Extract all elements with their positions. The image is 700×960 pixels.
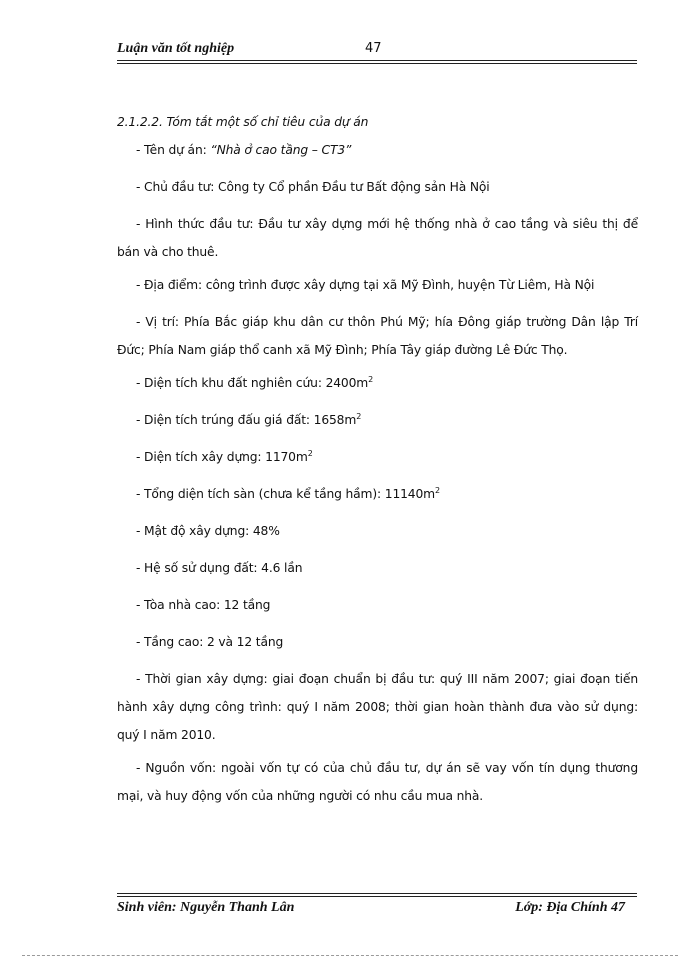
auction-area-text: - Diện tích trúng đấu giá đất: 1658m: [136, 413, 357, 427]
superscript: 2: [356, 411, 362, 421]
item-project-name: [117, 140, 638, 177]
item-floor-area: [117, 484, 638, 521]
project-name-value: “Nhà ở cao tầng – CT3”: [210, 143, 352, 157]
header-divider: [117, 60, 637, 64]
project-name-label: - Tên dự án:: [136, 143, 211, 157]
item-building-area: [117, 447, 638, 484]
section-heading: 2.1.2.2. Tóm tắt một số chỉ tiêu của dự án: [117, 115, 369, 129]
item-position: - Vị trí: Phía Bắc giáp khu dân cư thôn Phú Mỹ; hía Đông giáp trường Dân lập Trí Đức; Phía Nam giáp thổ canh xã Mỹ Đình; Phía Tây giáp đường Lê Đức Thọ.: [117, 315, 638, 357]
item-land-use-ratio: - Hệ số sử dụng đất: 4.6 lần: [136, 561, 303, 575]
footer-divider: [117, 893, 637, 897]
thesis-title: Luận văn tốt nghiệp: [117, 41, 235, 56]
item-study-area: [117, 373, 638, 410]
superscript: 2: [307, 448, 313, 458]
item-auction-area: [117, 410, 638, 447]
building-area-text: - Diện tích xây dựng: 1170m: [136, 450, 308, 464]
floor-area-text: - Tổng diện tích sàn (chưa kể tầng hầm): 11140m: [136, 487, 435, 501]
item-building-height: - Tòa nhà cao: 12 tầng: [136, 598, 271, 612]
item-location: - Địa điểm: công trình được xây dựng tại xã Mỹ Đình, huyện Từ Liêm, Hà Nội: [136, 278, 595, 292]
superscript: 2: [368, 374, 374, 384]
page-break-line: [22, 955, 678, 956]
page-body: [117, 112, 638, 810]
item-investment-form: - Hình thức đầu tư: Đầu tư xây dựng mới hệ thống nhà ở cao tầng và siêu thị để bán và cho thuê.: [117, 217, 638, 259]
item-floors: - Tầng cao: 2 và 12 tầng: [136, 635, 284, 649]
superscript: 2: [434, 485, 440, 495]
page-footer: [117, 900, 637, 920]
study-area-text: - Diện tích khu đất nghiên cứu: 2400m: [136, 376, 369, 390]
item-funding: - Nguồn vốn: ngoài vốn tự có của chủ đầu tư, dự án sẽ vay vốn tín dụng thương mại, và huy động vốn của những người có nhu cầu mua nhà.: [117, 761, 638, 803]
student-name: Sinh viên: Nguyễn Thanh Lân: [117, 900, 295, 915]
item-investor: - Chủ đầu tư: Công ty Cổ phần Đầu tư Bất động sản Hà Nội: [136, 180, 490, 194]
class-name: Lớp: Địa Chính 47: [515, 900, 625, 915]
item-density: - Mật độ xây dựng: 48%: [136, 524, 280, 538]
page-number: 47: [365, 41, 382, 56]
item-schedule: - Thời gian xây dựng: giai đoạn chuẩn bị đầu tư: quý III năm 2007; giai đoạn tiến hành xây dựng công trình: quý I năm 2008; thời gian hoàn thành đưa vào sử dụng: quý I năm 2010.: [117, 672, 638, 742]
